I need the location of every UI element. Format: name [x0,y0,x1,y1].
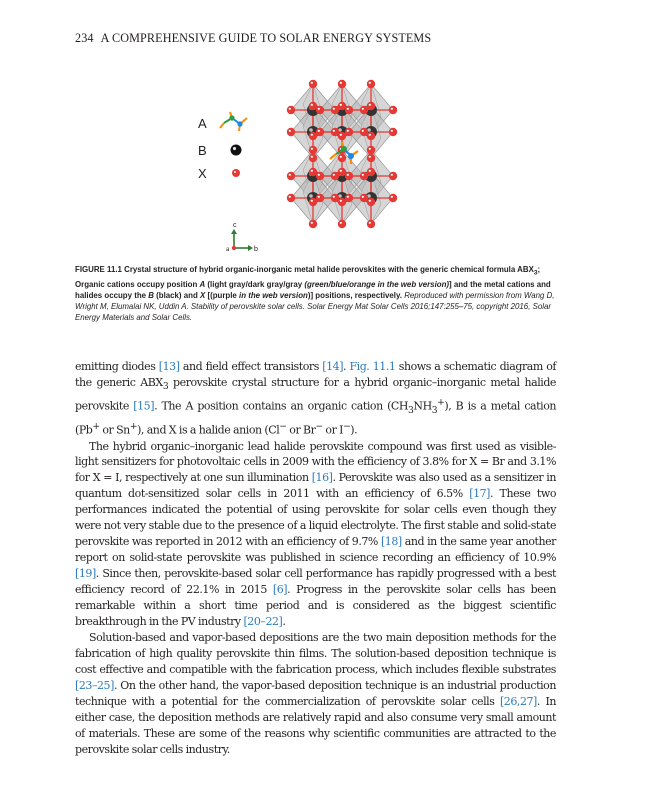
x-site-highlight [289,174,291,176]
citation-15[interactable]: [15] [133,399,155,413]
x-site-highlight [362,174,364,176]
black-sphere-icon [231,145,242,156]
x-site-highlight [333,130,335,132]
x-site-highlight [362,130,364,132]
x-site-highlight [333,174,335,176]
citation-26-27[interactable]: [26,27] [499,694,537,708]
x-site-highlight [340,82,342,84]
x-site-halide-anion [389,128,397,136]
x-site-highlight [340,134,342,136]
perovskite-lattice [287,80,397,228]
x-site-highlight [369,156,371,158]
x-site-highlight [289,108,291,110]
x-site-highlight [318,130,320,132]
x-site-halide-anion [389,194,397,202]
legend-label-b: B [198,143,207,158]
x-site-highlight [318,174,320,176]
figure-label: FIGURE 11.1 [75,265,122,274]
citation-23-25[interactable]: [23–25] [75,678,114,692]
x-site-halide-anion [367,154,375,162]
x-site-halide-anion [309,168,317,176]
x-site-highlight [362,108,364,110]
x-site-highlight [311,170,313,172]
x-site-highlight [369,200,371,202]
organic-cation-icon [220,112,247,131]
x-site-halide-anion [338,154,346,162]
x-site-halide-anion [367,168,375,176]
x-site-halide-anion [287,128,295,136]
legend-label-a: A [198,116,207,131]
x-site-highlight [369,82,371,84]
x-site-halide-anion [287,172,295,180]
figure-reference[interactable]: Fig. 11.1 [349,360,396,373]
x-site-highlight [311,156,313,158]
paragraph-1: emitting diodes [13] and field effect transistors [14]. Fig. 11.1 shows a schematic diagram of the generic $ABX_3$ perovskite crystal structure for a hybrid organic–inorganic metal halide perovskite [15]. The A position contains an organic cation $(CH_3NH_3^+)$, B is a metal cation (Pb+ or Sn+), and X is a halide anion (Cl− or Br− or I−). [75,360,556,437]
a-site-nitrogen [348,153,354,159]
figure-11-1 [190,72,470,262]
axis-label-c: c [233,222,237,229]
red-sphere-icon [232,169,240,177]
x-site-highlight [340,222,342,224]
x-site-highlight [311,148,313,150]
x-site-highlight [347,196,349,198]
x-site-halide-anion [360,128,368,136]
x-site-highlight [369,222,371,224]
citation-19[interactable]: [19] [75,567,96,581]
x-site-highlight [391,196,393,198]
x-site-halide-anion [360,194,368,202]
x-site-halide-anion [309,80,317,88]
x-site-highlight [347,130,349,132]
x-site-highlight [347,174,349,176]
axis-label-a: a [226,247,230,253]
paragraph-2: The hybrid organic–inorganic lead halide perovskite compound was first used as visible-light sensitizers for photovoltaic cells in 2009 with the efficiency of 3.8% for X = Br and 3.1% for X = I, respectively at one sun illumination [16]. Perovskite was also used as a sensitizer in quantum dot-sensitized solar cells in 2011 with an efficiency of 6.5% [17]. These two performances indicated the potential of using perovskite for solar cells even though they were not very stable due to the presence of a liquid electrolyte. The first stable and solid-state perovskite was reported in 2012 with an efficiency of 9.7% [18] and in the same year another report on solid-state perovskite was published in science recording an efficiency of 10.9% [19]. Since then, perovskite-based solar cell performance has rapidly progressed with a best efficiency record of 22.1% in 2015 [6]. Progress in the perovskite solar cells has been remarkable within a short time period and is considered as the biggest scientific breakthrough in the PV industry [20–22]. [75,439,557,628]
x-site-halide-anion [287,106,295,114]
x-site-halide-anion [367,146,375,154]
citation-13[interactable]: [13] [158,360,180,373]
x-site-halide-anion [287,194,295,202]
x-site-highlight [333,108,335,110]
running-header [75,31,431,46]
x-site-halide-anion [331,128,339,136]
x-site-halide-anion [345,194,353,202]
x-site-highlight [311,104,313,106]
x-site-halide-anion [367,80,375,88]
x-site-highlight [347,108,349,110]
axis-indicator [231,229,253,251]
x-site-highlight [340,156,342,158]
citation-14[interactable]: [14] [322,360,344,373]
x-site-halide-anion [367,102,375,110]
x-site-highlight [333,196,335,198]
x-site-halide-anion [345,128,353,136]
citation-17[interactable]: [17] [469,487,491,501]
citation-6[interactable]: [6] [272,583,288,597]
x-site-highlight [311,222,313,224]
a-site-carbon [341,146,347,152]
x-site-highlight [289,196,291,198]
x-site-highlight [340,104,342,106]
x-site-highlight [369,148,371,150]
x-site-highlight [369,170,371,172]
x-site-highlight [340,200,342,202]
x-site-highlight [311,82,313,84]
b-site-highlight [309,194,313,198]
x-site-halide-anion [309,102,317,110]
x-site-halide-anion [338,168,346,176]
x-site-halide-anion [309,146,317,154]
figure-caption [75,264,555,323]
x-site-highlight [391,108,393,110]
body-text [75,359,556,758]
x-site-highlight [311,134,313,136]
x-site-highlight [362,196,364,198]
perovskite-structure-diagram [190,72,470,262]
x-site-halide-anion [316,128,324,136]
legend-label-x: X [198,166,207,181]
citation-18[interactable]: [18] [380,535,402,549]
b-site-highlight [309,128,313,132]
x-site-highlight [391,130,393,132]
running-title: A COMPREHENSIVE GUIDE TO SOLAR ENERGY SYSTEMS [100,31,432,45]
x-site-halide-anion [367,220,375,228]
x-site-halide-anion [331,194,339,202]
x-site-halide-anion [389,172,397,180]
x-site-halide-anion [338,102,346,110]
x-site-highlight [311,200,313,202]
x-site-highlight [369,134,371,136]
x-site-highlight [369,104,371,106]
x-site-halide-anion [316,194,324,202]
x-site-halide-anion [309,154,317,162]
x-site-highlight [391,174,393,176]
x-site-highlight [340,170,342,172]
citation-16[interactable]: [16] [311,471,333,485]
axis-label-b: b [254,246,258,253]
x-site-highlight [318,196,320,198]
x-site-halide-anion [309,220,317,228]
x-site-halide-anion [389,106,397,114]
x-site-halide-anion [338,80,346,88]
citation-20-22[interactable]: [20–22] [243,614,283,628]
x-site-halide-anion [338,220,346,228]
page-number: 234 [75,31,94,45]
caption-credit: Reproduced with permission from Wang D, Wright M, Elumalai NK, Uddin A. Stability of perovskite solar cells. Solar Energy Mat Solar Cells 2016;147:255–75, copyright 2016, Solar Energy Materials and Solar Cells. [75,290,555,322]
paragraph-3: Solution-based and vapor-based depositions are the two main deposition methods for the fabrication of high quality perovskite thin films. The solution-based deposition technique is cost effective and compatible with the fabrication process, which includes flexible substrates [23–25]. On the other hand, the vapor-based deposition technique is an industrial production technique with a potential for the commercialization of perovskite solar cells [26,27]. In either case, the deposition methods are relatively rapid and also consume very small amount of materials. These are some of the reasons why scientific communities are attracted to the perovskite solar cells industry. [75,630,557,756]
x-site-highlight [289,130,291,132]
x-site-highlight [318,108,320,110]
caption-title: Crystal structure of hybrid organic-inorganic metal halide perovskites with the generic chemical formula $ABX_3$; Organic cations occupy position A (light gray/dark gray/gray (green/blue/orange in the web version)] and the metal cations and halides occupy the B (black) and X [(purple in the web version)] positions, respectively. [75,265,551,300]
